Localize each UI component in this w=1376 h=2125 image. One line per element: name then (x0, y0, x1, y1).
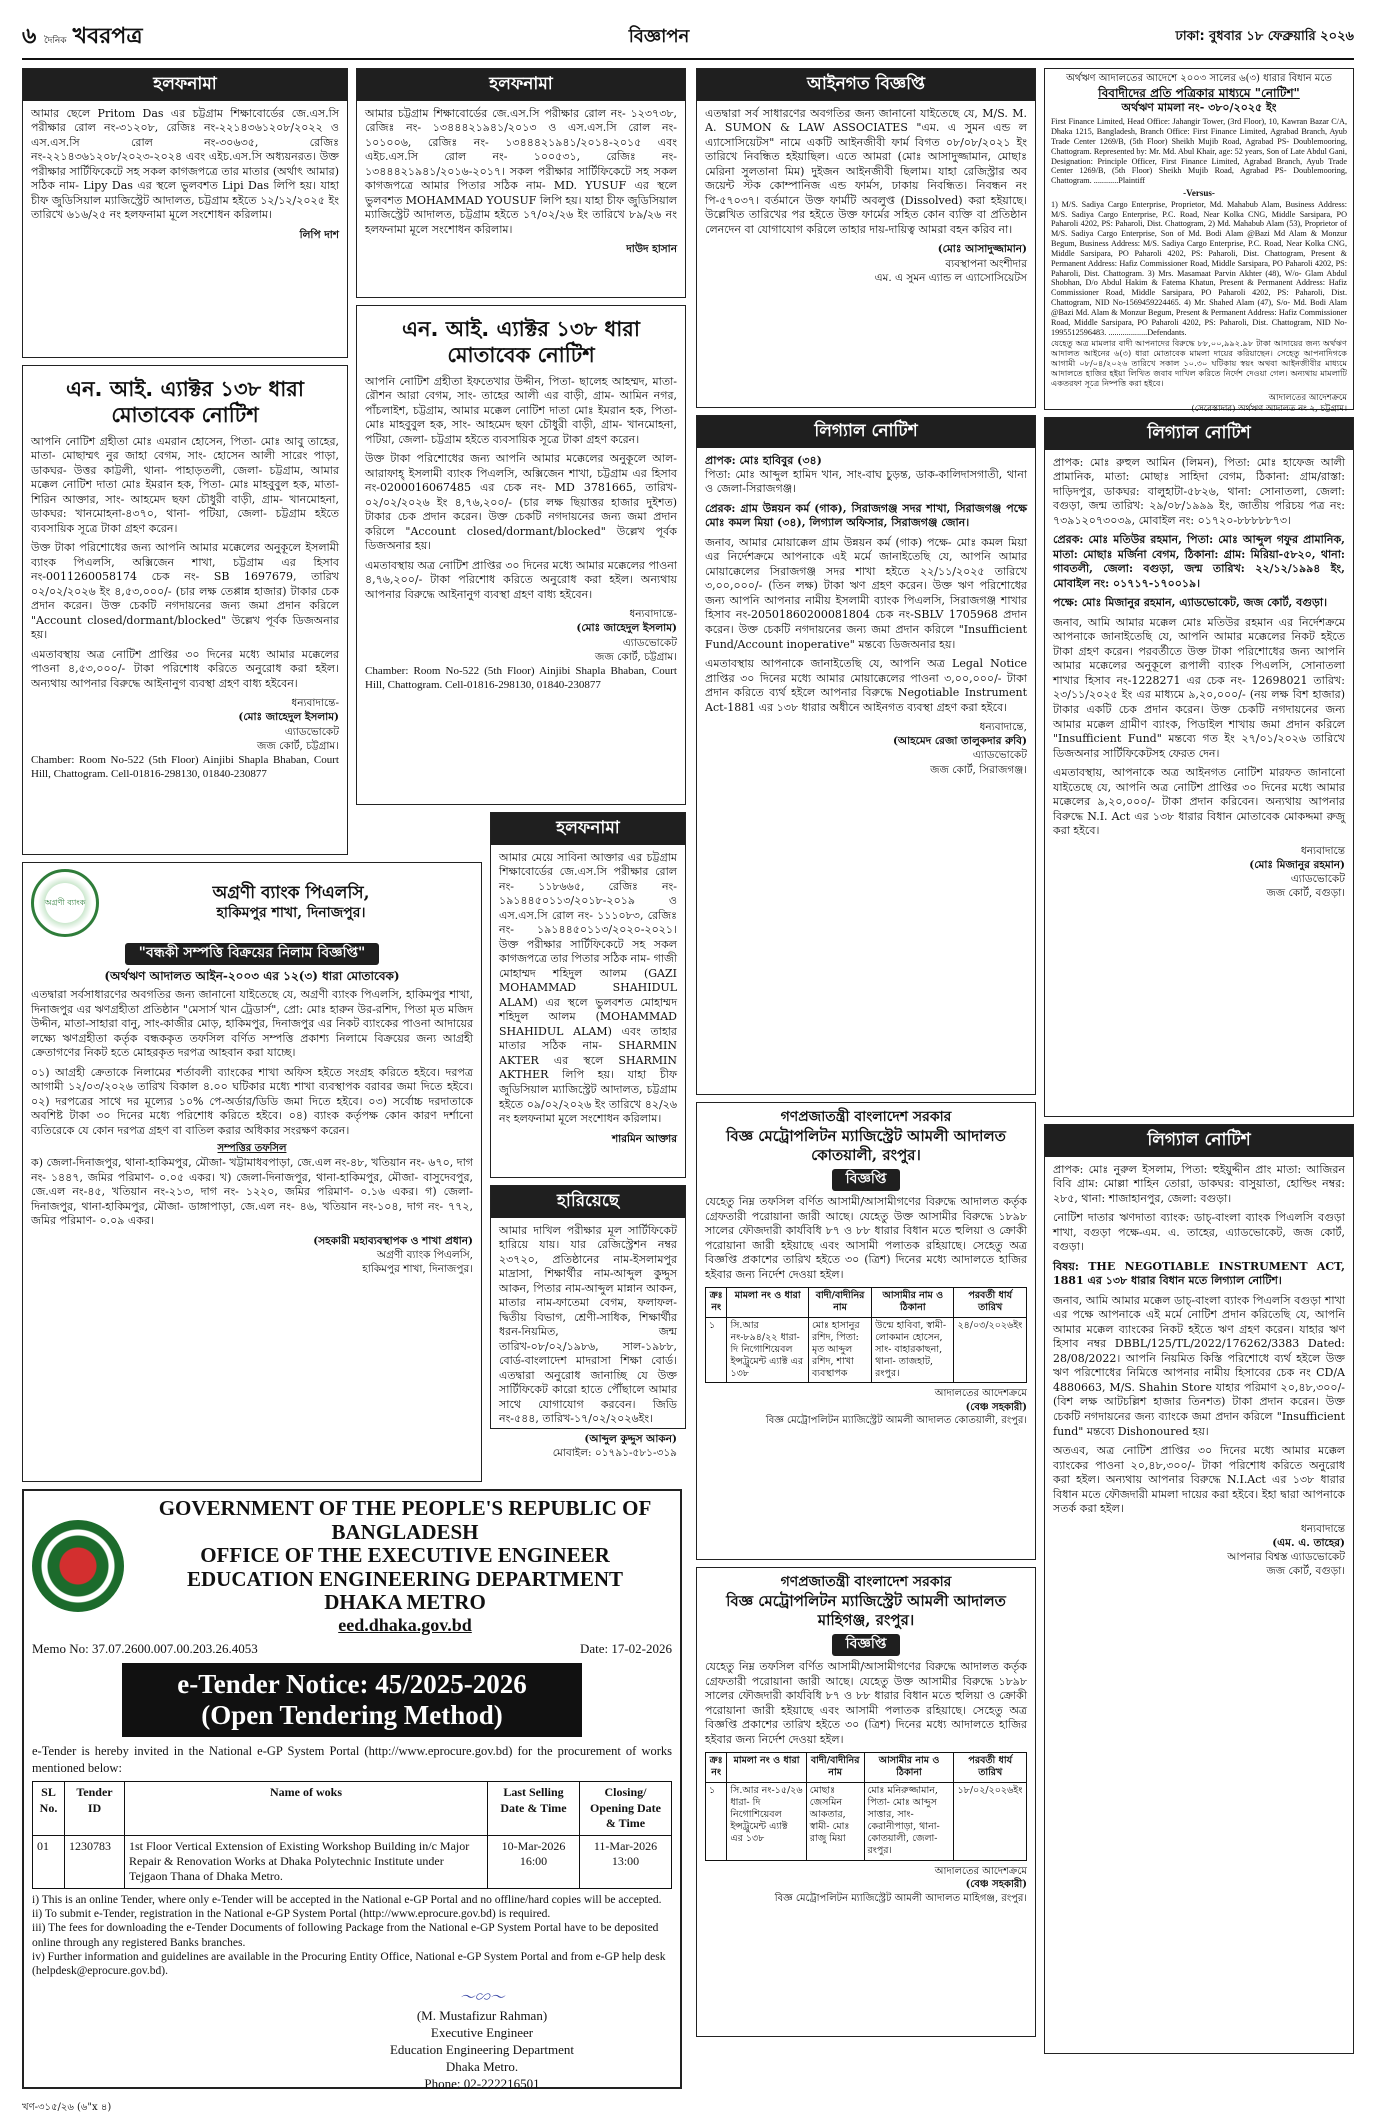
table-row (706, 1317, 1027, 1383)
court-notice-kotwali (696, 1102, 1036, 1560)
paper-name: খবরপত্র (72, 23, 143, 49)
suit-plaintiff: First Finance Limited, Head Office: Jahangir Tower, (3rd Floor), 10, Kawran Bazar C/A, Dhaka 1215, Bangladesh, Branch Office: First Finance Limited, Agrabad Branch, Ayub Trade Center 1269/B, (5th Floor) Sheikh Mujib Road, Agrabad PS- Doublemooring, Chattogram. Represented by: Mr. Md. Abul Khair, age: 52 years, Son of Late Abdul Gani, Designation: Principle Officer, First Finance Limited, Agrabad Branch, Ayub Trade Center 1269/B, (5th Floor) Sheikh Mujib Road, Agrabad PS- Doublemooring, Chattogram. ............Plaintiff (1051, 117, 1347, 186)
ni-notice2-body-3: এমতাবস্থায় অত্র নোটিশ প্রাপ্তির ৩০ দিনের মধ্যে আমার মক্কেলের পাওনা ৪,৭৬,২০০/- টাকা পরিশোধ করিতে অনুরোধ করা হইল। অন্যথায় আপনার বিরুদ্ধে আইনানুগ ব্যবস্থা গ্রহণ বাধ্য হইবেন। (365, 558, 677, 601)
legal-notice-sirajganj (696, 415, 1036, 1095)
tender-id: 1230783 (65, 1835, 125, 1888)
legal1-court: জজ কোর্ট, বগুড়া। (1266, 887, 1345, 900)
legal-notice-bogura-1 (1044, 417, 1354, 1117)
legal2-recipient: প্রাপক: মোঃ নুরুল ইসলাম, পিতা: হুইয়ুদ্দীন প্রাং মাতা: আজিরন বিবি গ্রাম: মোল্লা শাহিন তোরা, ডাকঘর: বাসুয়াতা, হোল্ডিং নম্বর: ২৮৫, থানা: শাজাহানপুর, জেলা: বগুড়া। (1053, 1162, 1345, 1205)
affidavit3-title: হলফনামা (491, 813, 685, 845)
court2-col-0: ক্রঃ নং (706, 1753, 727, 1782)
ni-notice2-body-2: উক্ত টাকা পরিশোধের জন্য আপনি আমার মক্কেলের অনুকূলে আল-আরাফাহ্ ইসলামী ব্যাংক পিএলসি, অক্সিজেন শাখা, চট্টগ্রাম এর হিসাব নং-0200016067485 এর চেক নং- MD 3781665, তারিখ- ০২/০২/২০২৬ ইং ৪,৭৬,২০০/- (চার লক্ষ ছিয়াত্তর হাজার দুইশত) টাকার চেক প্রদান করেন। উক্ত চেকটি নগদায়নের জন্য জমা প্রদান করিলে "Account closed/dormant/blocked" উল্লেখ পূর্বক ডিজঅনার হয়। (365, 452, 677, 553)
court1-cell: ২৪/০৩/২০২৬ইং (954, 1317, 1027, 1383)
tender-gov-2: OFFICE OF THE EXECUTIVE ENGINEER (200, 1543, 610, 1568)
legal2-role: আপনার বিশ্বস্ত এ্যাডভোকেট (1227, 1550, 1345, 1563)
court-notice-mahiganj (696, 1567, 1036, 2037)
tender-signer-dept: Education Engineering Department (389, 2042, 575, 2058)
lost-phone: মোবাইল: ০১৭৯১-৫৮১-৩১৯ (552, 1447, 677, 1460)
tender-close-time: 13:00 (611, 1853, 640, 1868)
tender-sell-time: 16:00 (519, 1853, 548, 1868)
legal-notice-sig-label: ধন্যবাদান্তে, (979, 721, 1027, 734)
tender-banner-2: (Open Tendering Method) (201, 1700, 503, 1731)
auction-officer-bank: অগ্রণী ব্যাংক পিএলসি, (376, 1248, 473, 1261)
column-2 (356, 68, 686, 1460)
suit-case-no: অর্থঋণ মামলা নং- ৩৮০/২০২৫ ইং (1121, 101, 1277, 115)
court1-col-1: মামলা নং ও ধারা (727, 1288, 809, 1317)
legal1-body-3: এমতাবস্থায়, আপনাকে অত্র আইনগত নোটিশ মারফত জানানো যাইতেছে যে, আপনি অত্র নোটিশ প্রাপ্তির ৩০ দিনের মধ্যে আমার মক্কেলের ৯,২০,০০০/- টাকা প্রদান করিবেন। অন্যথায় আপনার বিরুদ্ধে N.I. Act এর ১৩৮ ধারার বিধান মোতাবেক মোকদ্দমা রুজু করা হইবে। (1053, 766, 1345, 838)
ni-notice-sig-label: ধন্যবাদান্তে- (291, 697, 339, 710)
signature-mark-icon: ～∽～ (459, 1989, 505, 2006)
tender-work-name: 1st Floor Vertical Extension of Existing Workshop Building in/c Major Repair & Renovation Works at Dhaka Polytechnic Institute under Tejgaon Thana of Dhaka Metro. (125, 1835, 488, 1888)
court1-cell: উন্মে হাবিবা, স্বামী- লোকমান হোসেন, সাং- বাহারকাছনা, থানা- তাজহাট, রংপুর। (872, 1317, 954, 1383)
masthead-logo (22, 23, 143, 51)
court1-gov: গণপ্রজাতন্ত্রী বাংলাদেশ সরকার (780, 1109, 952, 1125)
suit-body: যেহেতু অত্র মামলার বাদী আপনাদের বিরুদ্ধে ৮৮,০০,৯৯২.৯৮ টাকা আদায়ের জন্য অর্থঋণ আদালত আইনের ৬(৩) ধারা মোতাবেক মামলা দায়ের করিয়াছেন। সেহেতু আপনাদিগকে আগামী ০৮/০৪/২০২৬ তারিখে সকাল ১০.৩০ ঘটিকায় স্বয়ং অথবা আইনজীবীর মাধ্যমে আদালতে হাজির হইয়া লিখিত জবাব দাখিল করিতে নির্দেশ দেওয়া গেল। অন্যথায় মামলাটি একতরফা সূত্রে নিষ্পত্তি করা হইবে। (1051, 338, 1347, 388)
paper-subtitle: দৈনিক (43, 35, 67, 46)
legal-ad-title: আইনগত বিজ্ঞপ্তি (697, 69, 1035, 101)
auction-officer: (সহকারী মহাব্যবস্থাপক ও শাখা প্রধান) (313, 1234, 473, 1247)
tender-banner (122, 1663, 582, 1737)
auction-body-2: ০১) আগ্রহী ক্রেতাকে নিলামের শর্তাবলী ব্যাংকের শাখা অফিস হইতে সংগ্রহ করিতে হইবে। দরপত্র আগামী ১২/০৩/২০২৬ তারিখ বিকাল ৪.০০ ঘটিকার মধ্যে শাখা ব্যবস্থাপক বরাবর জমা দিতে হইবে। ০২) দরপত্রের সাথে দর মূল্যের ১০% পে-অর্ডার/ডিডি জমা দিতে হইবে। ০৩) সর্বোচ্চ দরদাতাকে অবশিষ্ট টাকা ৩০ দিনের মধ্যে পরিশোধ করিতে হইবে। ০৪) ব্যাংক কর্তৃপক্ষ কোন কারণ দর্শানো ব্যতিরেকে যে কোন দরপত্র গ্রহণ বা বাতিল করার অধিকার সংরক্ষণ করেন। (31, 1065, 473, 1137)
affidavit2-signer: দাউদ হাসান (626, 243, 677, 256)
legal1-sender: প্রেরক: মোঃ মতিউর রহমান, পিতা: মোঃ আব্দুল গফুর প্রামানিক, মাতা: মোছাঃ মর্জিনা বেগম, ঠিকানা: গ্রাম: মিরিয়া-৫৮২০, থানা: গাবতলী, জেলা: বগুড়া, জন্ম তারিখ: ২২/১২/১৯৯৪ ইং, মোবাইল নং: ০১৭১৭-১৭০০১৯। (1053, 533, 1345, 590)
affidavit-body: আমার ছেলে Pritom Das এর চট্টগ্রাম শিক্ষাবোর্ডের জে.এস.সি পরীক্ষার রোল নং-৩১২০৮, রেজিঃ নং-২২১৪৩৬১২০৮/২০২২ ও এস.এস.সি রোল নং-৩০৬৩৫, রেজিঃ নং-২২১৪৩৬১২০৮/২০২৩-২০২৪ এবং এইচ.এস.সি অধ্যয়নরত। উক্ত পরীক্ষার সার্টিফিকেটে সহ সকল কাগজপত্রে তার মাতার (অর্থাৎ আমার) সঠিক নাম- Lipy Das এর স্থলে ভুলবশত Lipi Das লিপি হয়। যাহা চীফ জুডিসিয়াল ম্যাজিস্ট্রেট আদালত, চট্টগ্রাম হইতে ১২/১২/২০২৫ ইং তারিখে ৬১৬/২৫ নং হলফনামা মূলে সংশোধন করিলাম। (31, 106, 339, 222)
court2-label: বিজ্ঞপ্তি (832, 1634, 901, 1656)
court2-body: যেহেতু নিম্ন তফসিল বর্ণিত আসামী/আসামীগণের বিরুদ্ধে আদালত কর্তৃক গ্রেফতারী পরোয়ানা জারী আছে। যেহেতু উক্ত আসামীর বিরুদ্ধে ১৮৯৮ সালের ফৌজদারী কার্যবিধি ৮৭ ও ৮৮ ধারার বিধান মতে হুলিয়া ও ক্রোকী পরোয়ানা জারী হইয়াছে এবং আসামী পলাতক রহিয়াছে। সেহেতু অত্র বিজ্ঞপ্তি প্রকাশের তারিখ হইতে ৩০ (ত্রিশ) দিনের মধ্যে আদালতে হাজির হইবার জন্য নির্দেশ দেওয়া হইল। (705, 1660, 1027, 1746)
ni-notice2-court: জজ কোর্ট, চট্টগ্রাম। (595, 650, 677, 663)
th-closing: Closing/ Opening Date & Time (580, 1782, 672, 1835)
legal1-title: লিগ্যাল নোটিশ (1045, 418, 1353, 450)
legal1-signer: (মোঃ মিজানুর রহমান) (1249, 858, 1345, 871)
court1-cell: মোঃ হাসানুর রশিদ, পিতা: মৃত আব্দুল রশিদ, শাখা ব্যবস্থাপক (808, 1317, 871, 1383)
tender-signer: (M. Mustafizur Rahman) (416, 2008, 548, 2024)
auction-officer-branch: হাকিমপুর শাখা, দিনাজপুর। (362, 1263, 473, 1276)
lost-signer: (আব্দুল কুদ্দুস আকন) (584, 1432, 677, 1445)
tender-memo: Memo No: 37.07.2600.007.00.203.26.4053 (32, 1640, 258, 1656)
legal1-role: এ্যাডভোকেট (1290, 872, 1345, 885)
ni-notice2-signer: (মোঃ জাহেদুল ইসলাম) (576, 622, 677, 635)
legal-ad-signer: (মোঃ আসাদুজ্জামান) (937, 243, 1027, 256)
suit-title: বিবাদীদের প্রতি পত্রিকার মাধ্যমে "নোটিশ" (1098, 85, 1300, 100)
legal-ad-firm: এম. এ সুমন এ্যান্ড ল এ্যাসোসিয়েটস (874, 271, 1027, 284)
court1-table (705, 1287, 1027, 1383)
ni-notice-signer: (মোঃ জাহেদুল ইসলাম) (238, 711, 339, 724)
suit-defendants: 1) M/S. Sadiya Cargo Enterprise, Proprietor, Md. Mahabub Alam, Business Address: M/S. Sadiya Cargo Enterprise, P.C. Road, Near Kolka CNG, Middle Sarsipara, PO Paharoli 4202, PS: Paharoli, Dist. Chattogram, 2) Md. Mahabub Alam (53), Proprietor of M/S. Sadiya Cargo Enterprise, Son of Md. Bodi Alam @Bazi Md Alam & Monzur Begum, Business Address: M/S. Sadiya Cargo Enterprise, P.C. Road, Near Kolka CNG, Middle Sarsipara, PO Paharoli 4202, PS: Paharoli, Dist. Chattogram, Present & Permanent Address: Hafiz Commissioner Road, Middle Sarsipara, PO Paharoli 4202, PS: Paharoli, Dist. Chattogram. 3) Mrs. Masamaat Parvin Akhter (48), W/o- Glam Abdul Shobhan, D/o Abdul Hakim & Fatema Khatun, Present & Permanent Address: Hafiz Commissioner Road, Middle Sarsipara, PO Paharoli 4202, PS: Paharoli, Dist. Chattogram, NID No-1569459224465. 4) Mr. Shahed Alam (47), S/o- Md. Bodi Alam @Bazi Md. Alam & Monzur Begum, Present & Permanent Address: Hafiz Commissioner Road, Middle Sarsipara, PO Paharoli 4202, PS: Paharoli, Dist. Chattogram, NID No-1995512596483. ...................Defendants. (1051, 199, 1347, 337)
ni-notice-role: এ্যাডভোকেট (284, 725, 339, 738)
tender-gov-1: GOVERNMENT OF THE PEOPLE'S REPUBLIC OF BANGLADESH (158, 1496, 652, 1544)
auction-body-1: এতদ্বারা সর্বসাধারণের অবগতির জন্য জানানো যাইতেছে যে, অগ্রণী ব্যাংক পিএলসি, হাকিমপুর শাখা, দিনাজপুর এর ঋণগ্রহীতা প্রতিষ্ঠান "মেসার্স খান ট্রেডার্স", প্রো: মোঃ হারুন উর-রশিদ, পিতা মৃত মজিদ উদ্দীন, মাতা-সাহারা বানু, সাং-কাজীর মোড়, হাকিমপুর, দিনাজপুর এর নিকট ব্যাংকের পাওনা আদায়ের লক্ষ্যে ঋণগ্রহীতা কর্তৃক বন্ধককৃত তফসিল বর্ণিত সম্পত্তি প্রকাশ্য নিলামে বিক্রয়ের জন্য আগ্রহী ক্রেতাগণের নিকট হতে মোহরকৃত দরপত্র আহবান করা যাচ্ছে। (31, 988, 473, 1060)
court2-col-4: পরবর্তী ধার্য তারিখ (954, 1753, 1027, 1782)
court2-sig2: (বেঞ্চ সহকারী) (965, 1879, 1027, 1891)
court1-cell: ১ (706, 1317, 727, 1383)
tender-note-2: ii) To submit e-Tender, registration in the National e-GP System Portal (http://www.eprocure.gov.bd) is required. (32, 1907, 551, 1920)
court1-cell: সি.আর নং-৮৯৪/২২ ধারা- দি নিগোশিয়েবল ইন্সট্রুমেন্ট এ্যাক্ট এর ১৩৮ (727, 1317, 809, 1383)
auction-schedule: ক) জেলা-দিনাজপুর, থানা-হাকিমপুর, মৌজা- খট্টামাধবপাড়া, জে.এল নং-৪৮, খতিয়ান নং- ৬৭০, দাগ নং- ১৪৪৭, জমির পরিমাণ- ০.০৫ একর। খ) জেলা-দিনাজপুর, থানা-হাকিমপুর, মৌজা- বাসুদেবপুর, জে.এল নং-৪৫, খতিয়ান নং-২১৩, দাগ নং- ১২২০, জমির পরিমাণ- ০.১৬ একর। গ) জেলা-দিনাজপুর, থানা-হাকিমপুর, মৌজা- ডাঙ্গাপাড়া, জে.এল নং- ৪৬, খতিয়ান নং-১০৪, দাগ নং- ৭৭২, জমির পরিমাণ- ০.০৯ একর। (31, 1156, 473, 1228)
court2-col-3: আসামীর নাম ও ঠিকানা (864, 1753, 954, 1782)
ni-notice2-role: এ্যাডভোকেট (622, 636, 677, 649)
tender-gov-3: EDUCATION ENGINEERING DEPARTMENT (186, 1566, 624, 1591)
legal-advertisement (696, 68, 1036, 408)
tender-signer-city: Dhaka Metro. (445, 2059, 519, 2075)
legal2-body-2: জনাব, আমি আমার মক্কেল ডাচ্-বাংলা ব্যাংক পিএলসি বগুড়া শাখা এর পক্ষে আপনাকে এই মর্মে নোটিশ প্রদান করিতেছি যে, আপনি আমার মক্কেল ব্যাংকের নিকট হইতে ঋণ গ্রহণ করেন। যাহার ঋণ হিসাব নম্বর DBBL/125/TL/2022/176262/3383 Dated: 28/08/2022। আপনি নিয়মিত কিস্তি পরিশোধে ব্যর্থ হইলে উক্ত ঋণ পরিশোধের নিমিত্তে আপনার নামীয় হিসাবের চেক নং CD/A 4880663, M/S. Shahin Store যাহার পরিমাণ ২০,৪৮,৩০০/- (বিশ লক্ষ আটচল্লিশ হাজার তিনশত) টাকা প্রদান করেন। উক্ত চেকটি নগদায়নের জন্য ব্যাংকে জমা প্রদান করিলে "Insufficient fund" মন্তব্যে Dishonoured হয়। (1053, 1293, 1345, 1438)
arthorin-suit-notice (1044, 68, 1354, 415)
ni-notice2-chamber: Chamber: Room No-522 (5th Floor) Ainjibi Shapla Bhaban, Court Hill, Chattogram. Cell-01816-298130, 01840-230877 (365, 664, 677, 692)
court2-col-1: মামলা নং ও ধারা (727, 1753, 806, 1782)
legal2-subject: বিষয়: THE NEGOTIABLE INSTRUMENT ACT, 1881 এর ১৩৮ ধারার বিধান মতে লিগ্যাল নোটিশ। (1053, 1259, 1345, 1288)
tender-sell-date: 10-Mar-2026 (501, 1838, 566, 1853)
tender-banner-1: e-Tender Notice: 45/2025-2026 (177, 1669, 527, 1700)
legal1-body-2: জনাব, আমি আমার মক্কেল মোঃ মতিউর রহমান এর নির্দেশক্রমে আপনাকে জানাইতেছি যে, আপনি আমার মক্কেলের নিকট হইতে টাকা গ্রহণ করেন। পরবর্তীতে উক্ত টাকা পরিশোধের জন্য আপনি আমার মক্কেলের অনুকূলে রূপালী ব্যাংক পিএলসি, সোনাতলা শাখার হিসাব নং-1228271 এর চেক নং- 12698021 তারিখ: ২৩/১১/২০২৫ ইং এর মাধ্যমে ৯,২০,০০০/- (নয় লক্ষ বিশ হাজার) টাকার একটি চেক প্রদান করেন। উক্ত চেকটি নগদায়নের জন্য আমার মক্কেল গ্রামীণ ব্যাংক, পিডাইল শাখায় জমা প্রদান করিলে "Insufficient Fund" মন্তব্যে গত ইং ২৭/০১/২০২৬ তারিখে ডিজঅনার সার্টিফিকেটসহ ফেরত দেন। (1053, 615, 1345, 760)
court1-body: যেহেতু নিম্ন তফসিল বর্ণিত আসামী/আসামীগণের বিরুদ্ধে আদালত কর্তৃক গ্রেফতারী পরোয়ানা জারী আছে। যেহেতু উক্ত আসামীর বিরুদ্ধে ১৮৯৮ সালের ফৌজদারী কার্যবিধি ৮৭ ও ৮৮ ধারার বিধান মতে হুলিয়া ও ক্রোকী পরোয়ানা জারী হইয়াছে এবং আসামী পলাতক রহিয়াছে। সেহেতু অত্র বিজ্ঞপ্তি প্রকাশের তারিখ হইতে ৩০ (ত্রিশ) দিনের মধ্যে আদালতে হাজির হইবার জন্য নির্দেশ দেওয়া হইল। (705, 1195, 1027, 1281)
lost-notice (490, 1185, 686, 1460)
legal2-signer: (এম. এ. তাহের) (1272, 1536, 1345, 1549)
tender-close-date: 11-Mar-2026 (593, 1838, 658, 1853)
court1-sig: আদালতের আদেশক্রমে (934, 1388, 1027, 1400)
legal1-via: পক্ষে: মোঃ মিজানুর রহমান, এ্যাডভোকেট, জজ কোর্ট, বগুড়া। (1053, 596, 1328, 610)
lost-title: হারিয়েছে (491, 1186, 685, 1218)
legal-notice-court: জজ কোর্ট, সিরাজগঞ্জ। (930, 763, 1027, 776)
affidavit2-body: আমার চট্টগ্রাম শিক্ষাবোর্ডের জে.এস.সি পরীক্ষার রোল নং- ১২৩৭৩৮, রেজিঃ নং- ১৩৪৪৪২১৯৪১/২০১৩ ও এস.এস.সি রোল নং- ১০১০০৬, রেজিঃ নং- ১৩৪৪৪২১৯৪১/২০১৪-২০১৫ এবং এইচ.এস.সি রোল নং- ১০০৫৩১, রেজিঃ নং- ১৩৪৪৪২১৯৪১/২০১৬-২০১৭। সকল পরীক্ষার সার্টিফিকেটে সহ সকল কাগজপত্রে আমার পিতার সঠিক নাম- MD. YUSUF এর স্থলে ভুলবশত MOHAMMAD YOUSUF লিপি হয়। যাহা চীফ জুডিসিয়াল ম্যাজিস্ট্রেট আদালত, চট্টগ্রাম হইতে ১৭/০২/২৬ ইং তারিখে ৮৯/২৬ নং হলফনামা মূলে সংশোধন করিলাম। (365, 106, 677, 236)
court1-col-3: আসামীর নাম ও ঠিকানা (872, 1288, 954, 1317)
masthead (22, 16, 1354, 60)
ni-notice-chamber: Chamber: Room No-522 (5th Floor) Ainjibi Shapla Bhaban, Court Hill, Chattogram. Cell-01816-298130, 01840-230877 (31, 753, 339, 781)
th-name: Name of woks (125, 1782, 488, 1835)
affidavit3-signer: শারমিন আক্তার (611, 1132, 677, 1145)
table-row (33, 1835, 672, 1888)
ni-notice-body-2: উক্ত টাকা পরিশোধের জন্য আপনি আমার মক্কেলের অনুকূলে ইসলামী ব্যাংক পিএলসি, অক্সিজেন শাখা, চট্টগ্রাম এর হিসাব নং-0011260058174 চেক নং- SB 1697679, তারিখ ০২/০২/২০২৬ ইং ৪,৫৩,০০০/- (চার লক্ষ তেপ্পান্ন হাজার) টাকার চেক প্রদান করেন। উক্ত চেকটি নগদায়নের জন্য জমা প্রদান করিলে "Account closed/dormant/blocked" উল্লেখ পূর্বক ডিজঅনার হয়। (31, 541, 339, 642)
court2-cell: ১ (706, 1782, 727, 1860)
tender-note-4: iv) Further information and guidelines are available in the Procuring Entity Office, National e-GP System Portal and from e-GP help desk (helpdesk@eprocure.gov.bd). (32, 1951, 666, 1978)
legal-notice-body-2: জনাব, আমার মোয়াক্কেল গ্রাম উন্নয়ন কর্ম (গাক) পক্ষে- মোঃ কমল মিয়া এর নির্দেশক্রমে আপনাকে এই মর্মে জানাইতেছি যে, আপনি আমার মোয়াক্কেলের সিরাজগঞ্জ সদর শাখা হইতে ২২/১১/২০২৫ তারিখে ৩,০০,০০০/- (তিন লক্ষ) টাকা ঋণ গ্রহণ করেন। উক্ত ঋণ পরিশোধের জন্য আপনি আপনার নামীয় ইসলামী ব্যাংক পিএলসি, সিরাজগঞ্জ শাখার হিসাব নং-20501860200081804 চেক নং-SBLV 1705968 প্রদান করেন। উক্ত চেকটি নগদায়নের জন্য জমা প্রদান করিলে "Insufficient Fund/Account inoperative" মন্তব্যে ডিজঅনার হয়। (705, 535, 1027, 651)
auction-schedule-title: সম্পত্তির তফসিল (217, 1143, 287, 1155)
court2-col-2: বাদী/বাদীনির নাম (806, 1753, 864, 1782)
ni-notice2-sig-label: ধন্যবাদান্তে- (629, 608, 677, 621)
ni-notice-court: জজ কোর্ট, চট্টগ্রাম। (257, 739, 339, 752)
court2-place: মাহিগঞ্জ, রংপুর। (817, 1611, 915, 1630)
tender-signer-role: Executive Engineer (430, 2025, 534, 2041)
affidavit3-body: আমার মেয়ে সাবিনা আক্তার এর চট্টগ্রাম শিক্ষাবোর্ডের জে.এস.সি পরীক্ষার রোল নং- ১১৮৬৬৫, রেজিঃ নং- ১৯১৪৪৫০১১৩/২০১৮-২০১৯ ও এস.এস.সি রোল নং- ১১১০৮৩, রেজিঃ নং- ১৯১৪৪৫০১১৩/২০২০-২০২১। উক্ত পরীক্ষার সার্টিফিকেটে সহ সকল কাগজপত্রে তার পিতার সঠিক নাম- গাজী মোহাম্মদ শহিদুল আলম (GAZI MOHAMMAD SHAHIDUL ALAM) এর স্থলে ভুলবশত মোহাম্মদ শহিদুল আলম (MOHAMMAD SHAHIDUL ALAM) এবং তাহার মাতার সঠিক নাম- SHARMIN AKTER এর স্থলে SHARMIN AKTHER লিপি হয়। যাহা চীফ জুডিসিয়াল ম্যাজিস্ট্রেট আদালত, চট্টগ্রাম হইতে ০৯/০২/২০২৬ ইং তারিখে ৪২/২৬ নং হলফনামা মূলে সংশোধন করিলাম। (499, 850, 677, 1126)
column-3 (696, 68, 1036, 2044)
section-title: বিজ্ঞাপন (628, 26, 690, 48)
issue-date: ঢাকা: বুধবার ১৮ ফেব্রুয়ারি ২০২৬ (1175, 28, 1354, 44)
ni-notice-body-3: এমতাবস্থায় অত্র নোটিশ প্রাপ্তির ৩০ দিনের মধ্যে আমার মক্কেলের পাওনা ৪,৫৩,০০০/- টাকা পরিশোধ করিতে অনুরোধ করা হইল। অন্যথায় আপনার বিরুদ্ধে আইনানুগ ব্যবস্থা গ্রহণ বাধ্য হইবেন। (31, 647, 339, 690)
court2-gov: গণপ্রজাতন্ত্রী বাংলাদেশ সরকার (780, 1574, 952, 1590)
auction-subtitle: (অর্থঋণ আদালত আইন-২০০৩ এর ১২(৩) ধারা মোতাবেক) (104, 968, 400, 983)
legal-ad-role: ব্যবস্থাপনা অংশীদার (945, 257, 1027, 270)
legal2-title: লিগ্যাল নোটিশ (1045, 1125, 1353, 1157)
legal1-recipient: প্রাপক: মোঃ রুহুল আমিন (লিমন), পিতা: মোঃ হাফেজ আলী প্রামানিক, মাতা: মোছাঃ সাহিদা বেগম, ঠিকানা: গ্রাম/রাস্তা: দাড়িদপুর, ডাকঘর: বালুহাটা-৫৮২৬, থানা: সোনাতলা, জেলা: বগুড়া, জন্ম তারিখ: ২৯/০৮/১৯৯৯ ইং, জাতীয় পরিচয় পত্র নং: ৭৩৯১২০৭৩০৩৯, মোবাইল নং: ০১৭২০-৮৮৮৮৮৭৩। (1053, 455, 1345, 527)
th-tender-id: Tender ID (65, 1782, 125, 1835)
tender-sl: 01 (33, 1835, 65, 1888)
e-tender-notice (22, 1489, 682, 2089)
legal-notice-body-1: প্রেরক: গ্রাম উন্নয়ন কর্ম (গাক), সিরাজগঞ্জ সদর শাখা, সিরাজগঞ্জ পক্ষে মোঃ কমল মিয়া (৩৪), লিগ্যাল অফিসার, সিরাজগঞ্জ জোন। (705, 501, 1027, 530)
legal2-sender: নোটিশ দাতার ঋণদাতা ব্যাংক: ডাচ্-বাংলা ব্যাংক পিএলসি বগুড়া শাখা, বগুড়া পক্ষে-এম. এ. তাহের, এ্যাডভোকেট, জজ কোর্ট, বগুড়া। (1053, 1211, 1345, 1254)
court2-court: বিজ্ঞ মেট্রোপলিটন ম্যাজিস্ট্রেট আমলী আদালত (726, 1591, 1006, 1610)
suit-versus: -Versus- (1183, 188, 1215, 199)
court1-label: বিজ্ঞপ্তি (832, 1169, 901, 1191)
ni-notice-body-1: আপনি নোটিশ গ্রহীতা মোঃ এমরান হোসেন, পিতা- মোঃ আবু তাহের, মাতা- মোছাম্মৎ নুর জাহা বেগম, সাং- হোসেন আলী সারেং পাড়া, ডাকঘর- উত্তর কাট্টলী, থানা- পাহাড়তলী, জেলা- চট্টগ্রাম, আমার মক্কেল নোটিশ দাতা মোঃ ইমরান হক, পিতা- মোঃ মাহবুবুল হক, মাতা- শিরিন আক্তার, সাং- আহমেদ ছফা চৌধুরী বাড়ী, গ্রাম- খানমোহনা, ডাকঘর: খানমোহনা-৪৩৭০, থানা- পটিয়া, জেলা- চট্টগ্রাম হইতে ব্যবসায়িক সূত্রে টাকা গ্রহণ করেন। (31, 434, 339, 535)
court1-court: বিজ্ঞ মেট্রোপলিটন ম্যাজিস্ট্রেট আমলী আদালত (726, 1126, 1006, 1145)
affidavit-yusuf (356, 68, 686, 298)
auction-title: "বন্ধকী সম্পত্তি বিক্রয়ের নিলাম বিজ্ঞপ্তি" (125, 943, 380, 965)
suit-sig: আদালতের আদেশক্রমে (1268, 392, 1347, 403)
ad-footer-code: খণ-৩১৫/২৬ (৬"x ৪) (22, 2102, 112, 2114)
affidavit-signer: লিপি দাশ (299, 228, 339, 241)
tender-note-3: iii) The fees for downloading the e-Tender Documents of following Package from the National e-GP System Portal have to be deposited online through any registered Banks branches. (32, 1922, 659, 1949)
legal-notice-recipient-addr: পিতা: মোঃ আব্দুল হামিদ খান, সাং-বাঘ চুড়ন্ত, ডাক-কালিদাসগাতী, থানা ও জেলা-সিরাজগঞ্জ। (705, 467, 1027, 496)
court2-cell: মোঃ মনিরুজ্জামান, পিতা- মোঃ আব্দুস সাত্তার, সাং- কেরানীপাড়া, থানা- কোতয়ালী, জেলা- রংপুর। (864, 1782, 954, 1860)
agrani-bank-logo: অগ্রণী ব্যাংক (31, 869, 99, 937)
tender-table (32, 1781, 672, 1888)
auction-bank-name: অগ্রণী ব্যাংক পিএলসি, (212, 883, 370, 904)
court1-col-4: পরবর্তী ধার্য তারিখ (954, 1288, 1027, 1317)
court1-place: কোতয়ালী, রংপুর। (811, 1146, 921, 1165)
legal-notice-recipient: প্রাপক: মোঃ হাবিবুর (৩৪) (705, 453, 822, 467)
suit-court: অর্থঋণ আদালতের আদেশে ২০০৩ সালের ৬(৩) ধারার বিধান মতে (1066, 73, 1332, 84)
legal-notice-signer: (আহমেদ রেজা তালুকদার রুবি) (892, 735, 1027, 748)
court2-table (705, 1752, 1027, 1860)
tender-note-1: i) This is an online Tender, where only e-Tender will be accepted in the National e-GP Portal and no offline/hard copies will be accepted. (32, 1893, 662, 1906)
legal-notice-bogura-2 (1044, 1124, 1354, 2054)
lost-body: আমার দাখিল পরীক্ষার মূল সার্টিফিকেট হারিয়ে যায়। যার রেজিস্ট্রেশন নম্বর ২৩৭২০, প্রতিষ্ঠানের নাম-ইসলামপুর মাদ্রাসা, শিক্ষার্থীর নাম-আব্দুল কুদ্দুস আকন, পিতার নাম-আব্দুল মান্নান আকন, মাতার নাম-ফাতেমা বেগম, ফলাফল-দ্বিতীয় বিভাগ, শ্রেণী-সাধিক, শিক্ষার্থীর ধরন-নিয়মিত, জন্ম তারিখ-০৮/০২/১৯৮৬, সাল-১৯৮৮, বোর্ড-বাংলাদেশ মাদরাসা শিক্ষা বোর্ড। এতদ্বারা অনুরোধ জানাচ্ছি যে উক্ত সার্টিফিকেট কারো হাতে পৌঁছালে আমার সাথে যোগাযোগ করবেন। জিডি নং-৫৪৪, তারিখ-১৭/০২/২০২৬ইং। (499, 1223, 677, 1426)
ni-notice2-body-1: আপনি নোটিশ গ্রহীতা ইফতেখার উদ্দীন, পিতা- ছালেহ আহম্মদ, মাতা- রৌশন আরা বেগম, সাং- তাহের আলী এর বাড়ী, গ্রাম- আমিন নগর, পাঁচলাইশ, চট্টগ্রাম, আমার মক্কেল নোটিশ দাতা মোঃ ইমরান হক, পিতা- মোঃ মাহবুবুল হক, সাং- আহমেদ ছফা চৌধুরী বাড়ী, গ্রাম- খানমোহনা, পটিয়া, জেলা- চট্টগ্রাম হইতে ব্যবসায়িক সূত্রে টাকা গ্রহণ করেন। (365, 374, 677, 446)
page-number: ৬ (22, 23, 37, 49)
tender-date: Date: 17-02-2026 (579, 1640, 672, 1656)
ni-notice-title: এন. আই. এ্যাক্টর ১৩৮ ধারা মোতাবেক নোটিশ (66, 377, 304, 428)
column-4 (1044, 68, 1354, 2061)
suit-sig2: (সেরেস্তাদার) অর্থঋণ আদালত নং ২, চট্টগ্রাম। (1191, 404, 1347, 415)
table-row (706, 1782, 1027, 1860)
court2-sig3: বিজ্ঞ মেট্রোপলিটন ম্যাজিস্ট্রেট আমলী আদালত মাহিগঞ্জ, রংপুর। (774, 1892, 1027, 1904)
legal2-court: জজ কোর্ট, বগুড়া। (1266, 1565, 1345, 1578)
legal2-body-3: অতএব, অত্র নোটিশ প্রাপ্তির ৩০ দিনের মধ্যে আমার মক্কেল ব্যাংকের পাওনা ২০,৪৮,৩০০/- টাকা পরিশোধ করিতে অনুরোধ করা হইল। অন্যথায় আপনার বিরুদ্ধে N.I.Act এর ১৩৮ ধারার বিধান মতে ফৌজদারী মামলা দায়ের করা হইবে। ইহা দ্বারা আপনাকে সতর্ক করা হইল। (1053, 1444, 1345, 1516)
court2-cell: ১৮/০২/২০২৬ইং (954, 1782, 1027, 1860)
court1-col-0: ক্রঃ নং (706, 1288, 727, 1317)
court2-sig: আদালতের আদেশক্রমে (934, 1865, 1027, 1877)
tender-gov-4: DHAKA METRO (324, 1590, 486, 1615)
legal-notice-body-3: এমতাবস্থায় আপনাকে জানাইতেছি যে, আপনি অত্র Legal Notice প্রাপ্তির ৩০ দিনের মধ্যে আমার মোয়াক্কেলের পাওনা ৩,০০,০০০/- টাকা প্রদান করিতে ব্যর্থ হইলে আপনার বিরুদ্ধে Negotiable Instrument Act-1881 এর ১৩৮ ধারার অধীনে আইনগত ব্যবস্থা গ্রহণ করা হইবে। (705, 657, 1027, 714)
affidavit-pritom (22, 68, 348, 358)
court1-col-2: বাদী/বাদীনির নাম (808, 1288, 871, 1317)
legal-notice-role: এ্যাডভোকেট (972, 749, 1027, 762)
ni-notice-2 (356, 305, 686, 805)
court1-sig2: (বেঞ্চ সহকারী) (965, 1401, 1027, 1413)
court2-cell: মোছাঃ জেসমিন আকতার, স্বামী- মোঃ রাজু মিয়া (806, 1782, 864, 1860)
tender-website[interactable]: eed.dhaka.gov.bd (338, 1614, 472, 1635)
legal-notice-title: লিগ্যাল নোটিশ (697, 416, 1035, 448)
ni-notice-1 (22, 365, 348, 855)
legal1-sig-label: ধন্যবাদান্তে (1300, 844, 1345, 857)
ni-notice2-title: এন. আই. এ্যাক্টর ১৩৮ ধারা মোতাবেক নোটিশ (402, 317, 640, 368)
auction-branch: হাকিমপুর শাখা, দিনাজপুর। (216, 904, 366, 921)
th-sl: SL No. (33, 1782, 65, 1835)
court2-cell: সি.আর নং-১৫/২৬ ধারা- দি নিগোশিয়েবল ইন্সট্রুমেন্ট এ্যাক্ট এর ১৩৮ (727, 1782, 806, 1860)
affidavit-title: হলফনামা (23, 69, 347, 101)
legal-ad-body: এতদ্বারা সর্ব সাধারণের অবগতির জন্য জানানো যাইতেছে যে, M/S. M. A. SUMON & LAW ASSOCIATES "এম. এ সুমন এন্ড ল এ্যাসোসিয়েটস" নামে একটি আইনজীবী ফার্ম বিগত ০৮/০৮/২০২১ ইং তারিখে নিবন্ধিত হইয়াছিল। এতে আমরা (মোঃ আসাদুজ্জামান, মোছাঃ মেরিনা সুলতানা মিম) দুইজন আইনজীবী ছিলাম। যাহা রেজিস্ট্রার অব জয়েন্ট স্টক কোম্পানিজ এন্ড ফার্মস, ঢাকায় নিবন্ধিত। নিবন্ধন নং পি-৫৭০৩৭। বর্তমানে উক্ত ফার্মটি অবলুপ্ত (Dissolved) করা হইয়াছে। উল্লেখিত তারিখের পর হইতে উক্ত ফার্মের সহিত কোন ব্যক্তি বা প্রতিষ্ঠান লেনদেন বা যোগাযোগ করিলে তাহার দায়-দায়িত্ব আমরা বহন করিব না। (705, 106, 1027, 236)
legal2-sig-label: ধন্যবাদান্তে (1300, 1522, 1345, 1535)
tender-phone: Phone: 02-222216501 (424, 2075, 540, 2091)
affidavit-sabina (490, 812, 686, 1178)
th-last-selling: Last Selling Date & Time (488, 1782, 580, 1835)
government-seal-icon (32, 1520, 124, 1612)
affidavit2-title: হলফনামা (357, 69, 685, 101)
court1-sig3: বিজ্ঞ মেট্রোপলিটন ম্যাজিস্ট্রেট আমলী আদালত কোতয়ালী, রংপুর। (765, 1415, 1027, 1427)
tender-intro: e-Tender is hereby invited in the National e-GP System Portal (http://www.eprocure.gov.bd) for the procurement of works mentioned below: (32, 1744, 672, 1775)
